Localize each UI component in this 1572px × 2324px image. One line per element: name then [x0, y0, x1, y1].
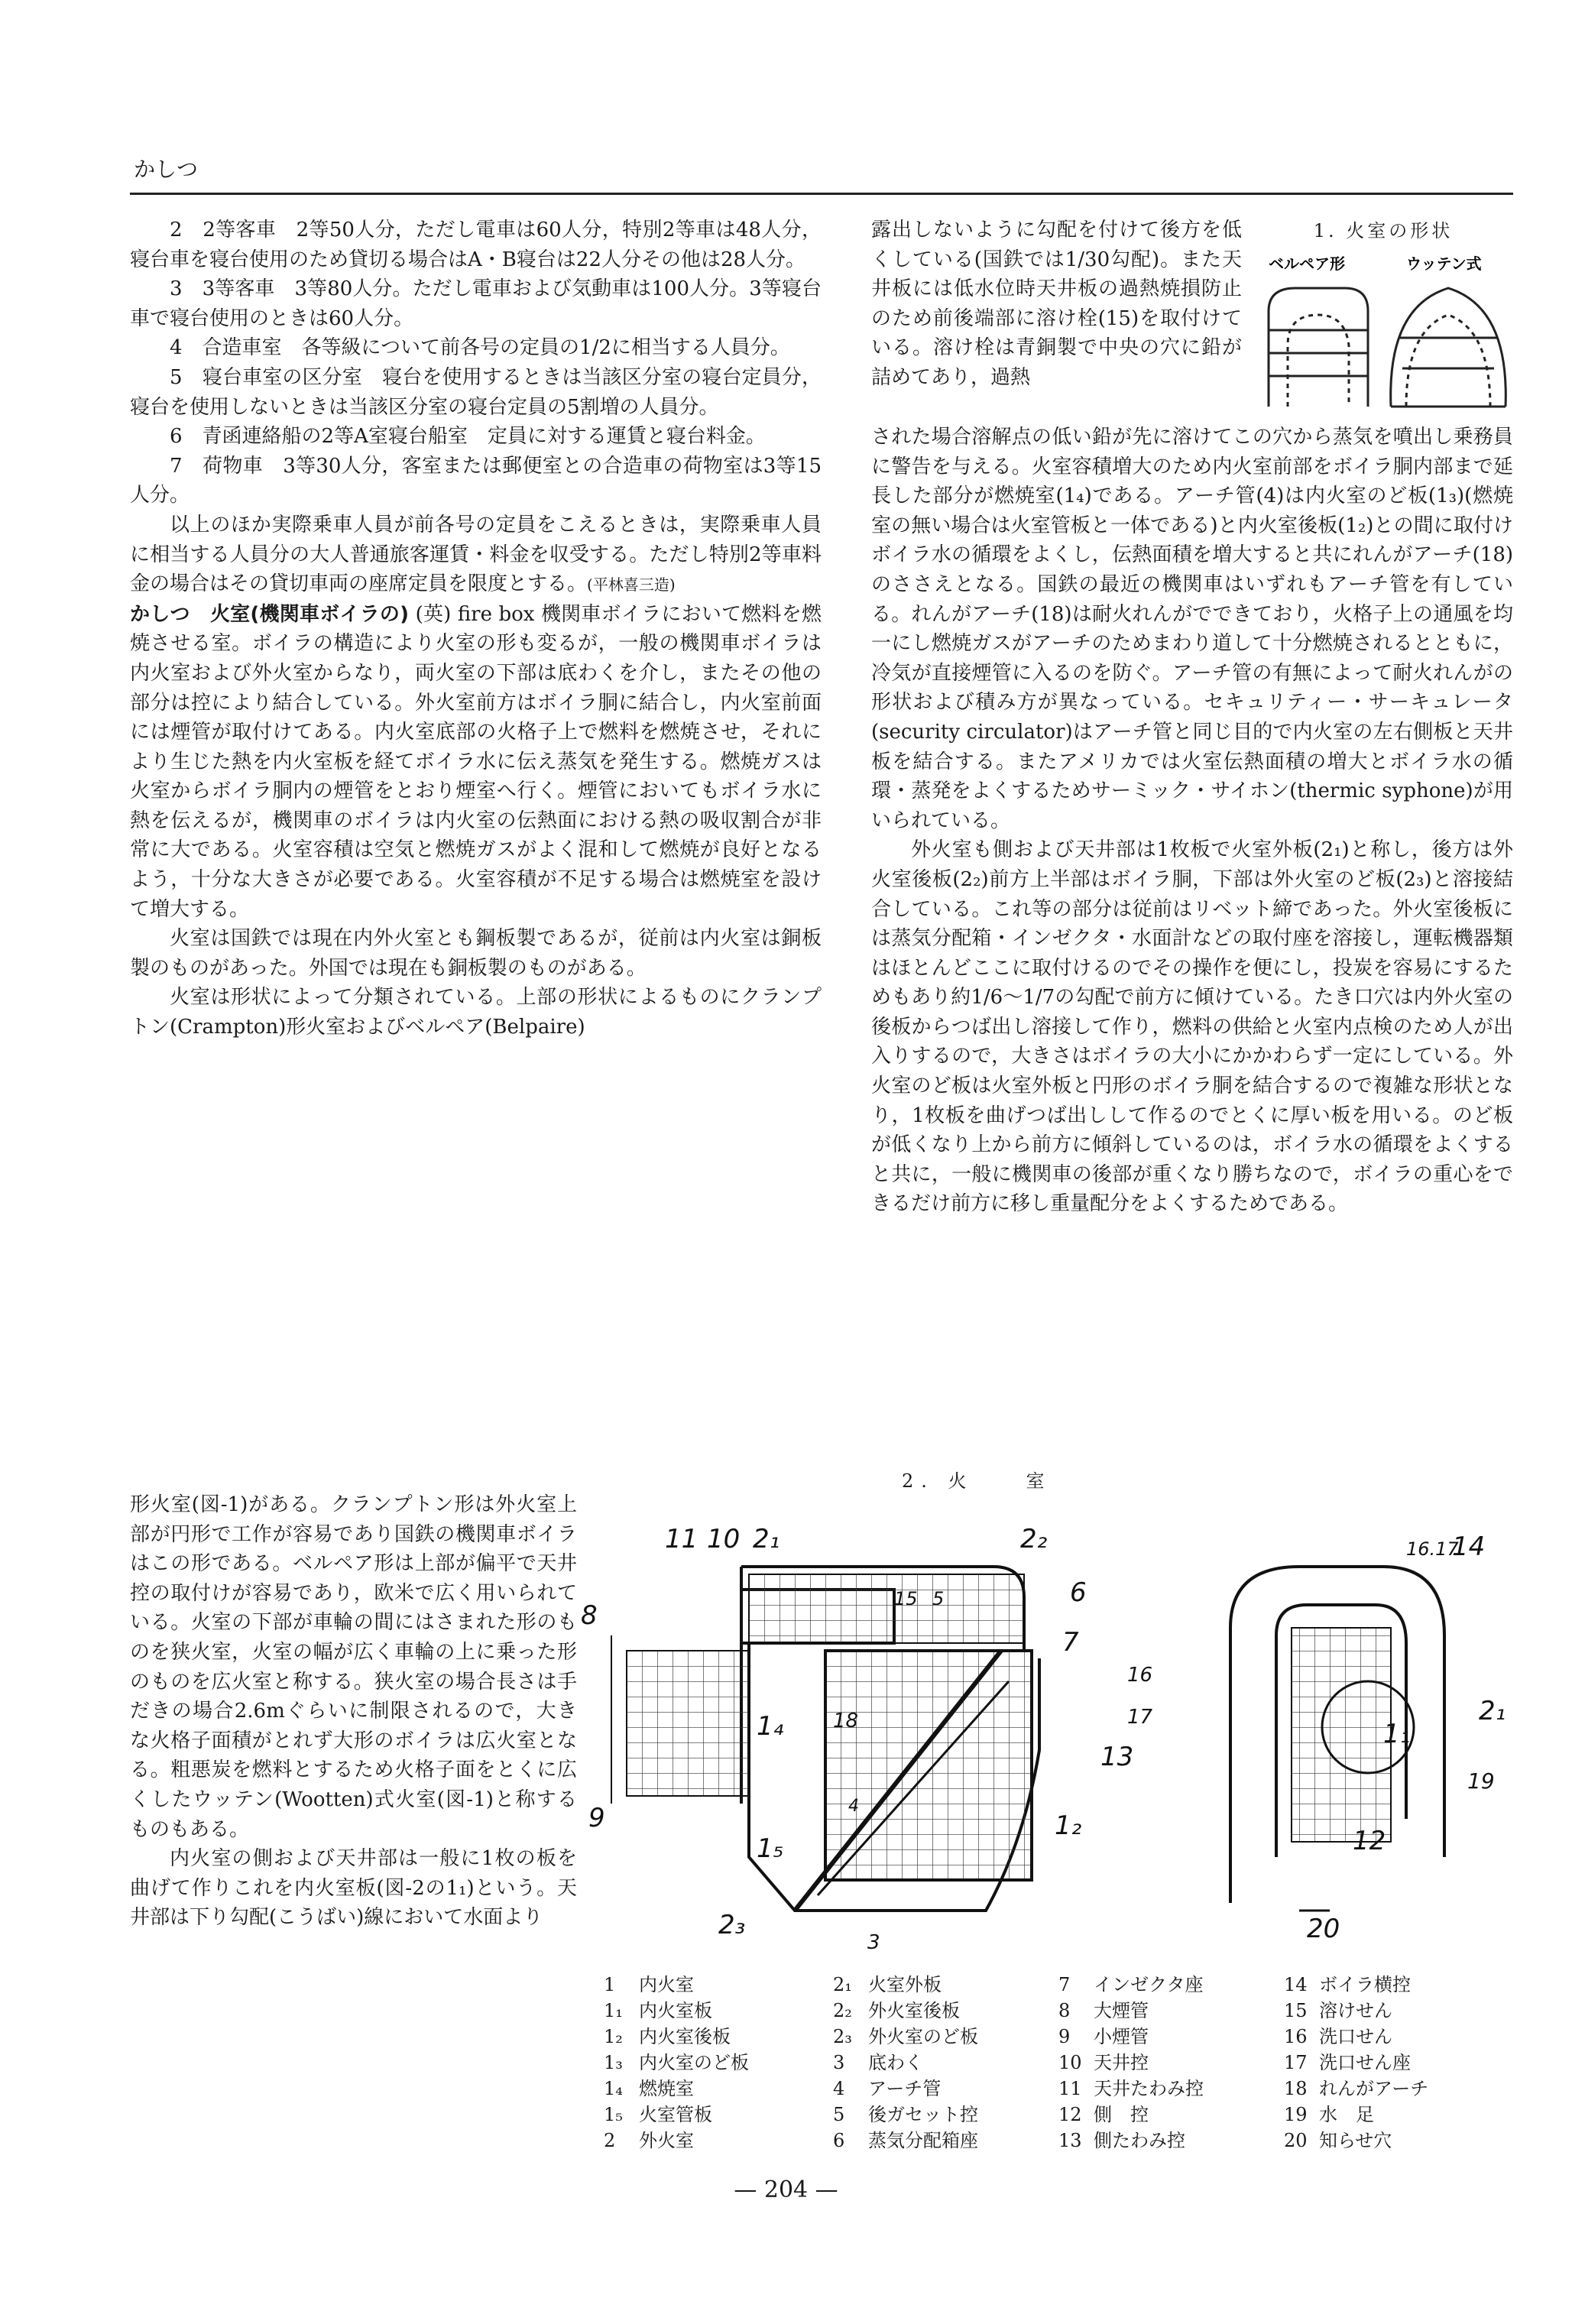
legend-item	[1284, 1972, 1428, 1998]
callout-label: 2₁	[753, 1524, 780, 1554]
callout-label: 12	[1353, 1826, 1386, 1856]
figure-1-label-right: ウッテン式	[1406, 254, 1482, 273]
legend-number: 14	[1284, 1974, 1308, 1995]
legend-item	[833, 2128, 978, 2154]
legend-number: 13	[1058, 2130, 1082, 2151]
legend-number: 2₁	[833, 1974, 852, 1995]
legend-label: 大煙管	[1094, 2000, 1149, 2021]
callout-label: 2₁	[1479, 1696, 1506, 1726]
legend-item	[604, 1998, 749, 2024]
legend-number: 2	[604, 2130, 616, 2151]
legend-number: 1₄	[604, 2078, 623, 2099]
legend-number: 18	[1284, 2078, 1308, 2099]
paragraph: 7 荷物車 3等30人分，客室または郵便室との合造車の荷物室は3等15人分。	[130, 454, 822, 507]
callout-label: 15	[894, 1588, 918, 1609]
legend-item	[604, 1972, 749, 1998]
paragraph: 火室は形状によって分類されている。上部の形状によるものにクランプトン(Crampton)形火室およびベルペア(Belpaire)	[130, 986, 822, 1039]
paragraph: 6 青函連絡船の2等A室寝台船室 定員に対する運賃と寝台料金。	[170, 425, 766, 449]
legend-number: 1₃	[604, 2052, 623, 2073]
legend-number: 8	[1058, 2000, 1071, 2021]
legend-label: 蒸気分配箱座	[868, 2130, 978, 2151]
legend-item	[1058, 2128, 1204, 2154]
callout-label: 10	[707, 1524, 741, 1554]
legend-item	[1058, 2050, 1204, 2076]
legend-item	[833, 2076, 978, 2102]
paragraph: 露出しないように勾配を付けて後方を低くしている(国鉄では1/30勾配)。また天井板には低水位時天井板の過熱焼損防止のため前後端部に溶け栓(15)を取付けている。溶け栓は青銅製で中央の穴に鉛が詰めてあり，過熱	[871, 219, 1242, 389]
callout-label: 6	[1070, 1577, 1087, 1608]
callout-label: 16	[1127, 1664, 1153, 1687]
entry-english: (英) fire box	[415, 602, 535, 626]
callout-label: 14	[1452, 1532, 1486, 1562]
figure-1	[1253, 216, 1513, 422]
entry	[130, 600, 822, 925]
left-column	[130, 216, 822, 1042]
legend-label: 燃焼室	[639, 2078, 694, 2099]
legend-label: アーチ管	[868, 2078, 942, 2099]
callout-label: 4	[848, 1797, 859, 1816]
legend-item	[833, 2050, 978, 2076]
legend-item	[1284, 2024, 1428, 2050]
paragraph: 4 合造車室 各等級について前各号の定員の1/2に相当する人員分。	[170, 336, 790, 360]
legend-item	[604, 2050, 749, 2076]
legend-item	[833, 1998, 978, 2024]
legend-number: 1₂	[604, 2026, 623, 2047]
legend-item	[1058, 1972, 1204, 1998]
legend-item	[1058, 2076, 1204, 2102]
side-section	[611, 1567, 1039, 1911]
legend-number: 5	[833, 2104, 845, 2125]
legend-label: 天井控	[1094, 2052, 1149, 2073]
legend-item	[604, 2128, 749, 2154]
callout-label: 2₃	[718, 1910, 746, 1940]
legend-label: 底わく	[868, 2052, 923, 2073]
legend-label: 天井たわみ控	[1094, 2078, 1204, 2099]
legend-column	[833, 1972, 978, 2154]
paragraph: 外火室も側および天井部は1枚板で火室外板(2₁)と称し，後方は外火室後板(2₂)前方上半部はボイラ胴，下部は外火室のど板(2₃)と溶接結合している。これ等の部分は従前はリベット締であった。外火室後板には蒸気分配箱・インゼクタ・水面計などの取付座を溶接し，運転機器類はほとんどここに取付けるのでその操作を便にし，投炭を容易にするためもあり約1/6～1/7の勾配で前方に傾けている。たき口穴は内外火室の後板からつば出し溶接して作り，燃料の供給と火室内点検のため人が出入りするので，大きさはボイラの大小にかかわらず一定にしている。外火室のど板は火室外板と円形のボイラ胴を結合するので複雑な形状となり，1枚板を曲げつば出しして作るのでとくに厚い板を用いる。のど板が低くなり上から前方に傾斜しているのは，ボイラ水の循環をよくすると共に，一般に機関車の後部が重くなり勝ちなので，ボイラの重心をできるだけ前方に移し重量配分をよくするためである。	[871, 838, 1513, 1216]
legend-label: 火室外板	[868, 1974, 942, 1995]
firebox-cross-section-diagram	[566, 1498, 1513, 1956]
legend-number: 2₂	[833, 2000, 852, 2021]
callout-label: 16.17	[1406, 1538, 1459, 1560]
legend-item	[1284, 2102, 1428, 2128]
legend-item	[1058, 2102, 1204, 2128]
legend-label: 外火室のど板	[868, 2026, 978, 2047]
paragraph: 3 3等客車 3等80人分。ただし電車および気動車は100人分。3等寝台車で寝台使用のときは60人分。	[130, 277, 822, 330]
callout-label: 20	[1307, 1914, 1340, 1944]
legend-number: 11	[1058, 2078, 1082, 2099]
legend-number: 1₅	[604, 2104, 623, 2125]
firebox-shapes-diagram	[1253, 216, 1513, 422]
legend-number: 2₃	[833, 2026, 852, 2047]
legend-item	[604, 2102, 749, 2128]
legend-label: インゼクタ座	[1094, 1974, 1204, 1995]
legend-item	[604, 2024, 749, 2050]
page-number: — 204 —	[734, 2177, 838, 2203]
callout-label: 11	[665, 1524, 698, 1554]
right-column-top	[871, 216, 1242, 393]
legend-label: 側たわみ控	[1094, 2130, 1185, 2151]
callout-label: 1₅	[757, 1833, 784, 1864]
callout-label: 1₄	[757, 1711, 784, 1742]
legend-number: 3	[833, 2052, 845, 2073]
legend-item	[833, 2102, 978, 2128]
legend-number: 16	[1284, 2026, 1308, 2047]
legend-label: 知らせ穴	[1319, 2130, 1392, 2151]
legend-label: 外火室後板	[868, 2000, 960, 2021]
entry-headword: かしつ 火室(機関車ボイラの)	[130, 602, 410, 626]
end-section	[1230, 1567, 1444, 1911]
entry-body: 機関車ボイラにおいて燃料を燃焼させる室。ボイラの構造により火室の形も変るが，一般の機関車ボイラは内火室および外火室からなり，両火室の下部は底わくを介し，またその他の部分は控により結合している。外火室前方はボイラ胴に結合し，内火室前面には煙管が取付けてある。内火室底部の火格子上で燃料を燃焼させ，それにより生じた熱を内火室板を経てボイラ水に伝え蒸気を発生する。燃焼ガスは火室からボイラ胴内の煙管をとおり煙室へ行く。煙管においてもボイラ水に熱を伝えるが，機関車のボイラは内火室の伝熱面における熱の吸収割合が非常に大である。火室容積は空気と燃焼ガスがよく混和して燃焼が良好となるよう，十分な大きさが必要である。火室容積が不足する場合は燃焼室を設けて増大する。	[130, 602, 822, 921]
legend-item	[604, 2076, 749, 2102]
paragraph	[130, 511, 822, 600]
page-header: かしつ	[134, 157, 199, 182]
author-credit: (平林喜三造)	[587, 575, 676, 595]
legend-label: 内火室	[639, 1974, 694, 1995]
callout-label: 1₂	[1055, 1810, 1082, 1841]
legend-label: 溶けせん	[1319, 2000, 1392, 2021]
legend-label: 側 控	[1094, 2104, 1149, 2125]
paragraph: 火室は国鉄では現在内外火室とも鋼板製であるが，従前は内火室は銅板製のものがあった。外国では現在も銅板製のものがある。	[130, 927, 822, 980]
legend-label: 水 足	[1319, 2104, 1374, 2125]
callout-label: 19	[1467, 1768, 1495, 1794]
legend-number: 12	[1058, 2104, 1082, 2125]
legend-item	[833, 1972, 978, 1998]
legend-number: 20	[1284, 2130, 1308, 2151]
legend-item	[1284, 2128, 1428, 2154]
legend-label: 内火室板	[639, 2000, 712, 2021]
callout-label: 5	[932, 1588, 945, 1609]
legend-label: 洗口せん	[1319, 2026, 1392, 2047]
legend-number: 10	[1058, 2052, 1082, 2073]
header-rule	[130, 193, 1513, 195]
legend-number: 6	[833, 2130, 845, 2151]
legend-label: 洗口せん座	[1319, 2052, 1411, 2073]
callout-label: 18	[833, 1710, 859, 1732]
callout-label: 3	[867, 1931, 880, 1954]
legend-label: 後ガセット控	[868, 2104, 978, 2125]
paragraph: 内火室の側および天井部は一般に1枚の板を曲げて作りこれを内火室板(図-2の1₁)という。天井部は下り勾配(こうばい)線において水面より	[130, 1847, 577, 1930]
legend-label: ボイラ横控	[1319, 1974, 1411, 1995]
right-column	[871, 423, 1513, 1219]
legend-column	[604, 1972, 749, 2154]
legend-label: 内火室後板	[639, 2026, 731, 2047]
figure-1-label-left: ベルペア形	[1269, 254, 1345, 273]
legend-item	[1284, 1998, 1428, 2024]
legend-item	[1058, 1998, 1204, 2024]
legend-item	[1058, 2024, 1204, 2050]
legend-label: 火室管板	[639, 2104, 712, 2125]
callout-label: 13	[1100, 1742, 1134, 1772]
callout-label: 8	[581, 1600, 598, 1631]
legend-item	[1284, 2050, 1428, 2076]
paragraph-text: 以上のほか実際乗車人員が前各号の定員をこえるときは，実際乗車人員に相当する人員分の大人普通旅客運賃・料金を収受する。ただし特別2等車料金の場合はその貸切車両の座席定員を限度とする。	[130, 513, 822, 596]
paragraph: 5 寝台車室の区分室 寝台を使用するときは当該区分室の寝台定員分，寝台を使用しないときは当該区分室の寝台定員の5割増の人員分。	[130, 365, 822, 419]
legend-item	[1284, 2076, 1428, 2102]
legend-number: 15	[1284, 2000, 1308, 2021]
legend-label: 外火室	[639, 2130, 694, 2151]
left-narrow-column	[130, 1490, 577, 1933]
legend-number: 17	[1284, 2052, 1308, 2073]
legend-item	[833, 2024, 978, 2050]
legend-number: 1₁	[604, 2000, 623, 2021]
callout-label: 7	[1062, 1627, 1079, 1658]
callout-label: 1₁	[1383, 1719, 1411, 1749]
legend-number: 4	[833, 2078, 845, 2099]
legend-number: 7	[1058, 1974, 1071, 1995]
callout-label: 17	[1127, 1706, 1153, 1729]
paragraph: 2 2等客車 2等50人分，ただし電車は60人分，特別2等車は48人分，寝台車を寝台使用のため貸切る場合はA・B寝台は22人分その他は28人分。	[130, 219, 822, 271]
callout-label: 9	[588, 1803, 605, 1833]
legend-number: 19	[1284, 2104, 1308, 2125]
legend-number: 9	[1058, 2026, 1071, 2047]
wootten-outline	[1391, 288, 1506, 407]
belpaire-outline	[1269, 288, 1368, 407]
legend-column	[1284, 1972, 1428, 2154]
figure-2-title: 2. 火 室	[902, 1470, 1052, 1492]
paragraph: された場合溶解点の低い鉛が先に溶けてこの穴から蒸気を噴出し乗務員に警告を与える。火室容積増大のため内火室前部をボイラ胴内部まで延長した部分が燃焼室(1₄)である。アーチ管(4)は内火室のど板(1₃)(燃焼室の無い場合は火室管板と一体である)と内火室後板(1₂)との間に取付けボイラ水の循環をよくし，伝熱面積を増大すると共にれんがアーチ(18)のささえとなる。国鉄の最近の機関車はいずれもアーチ管を有している。れんがアーチ(18)は耐火れんがでできており，火格子上の通風を均一にし燃焼ガスがアーチのためまわり道して十分燃焼されるとともに，冷気が直接煙管に入るのを防ぐ。アーチ管の有無によって耐火れんがの形状および積み方が異なっている。セキュリティー・サーキュレータ(security circulator)はアーチ管と同じ目的で内火室の左右側板と天井板を結合する。またアメリカでは火室伝熱面積の増大とボイラ水の循環・蒸発をよくするためサーミック・サイホン(thermic syphone)が用いられている。	[871, 426, 1513, 832]
legend-label: 内火室のど板	[639, 2052, 749, 2073]
callout-label: 2₂	[1020, 1524, 1048, 1554]
figure-1-title: 1. 火室の形状	[1313, 220, 1454, 241]
legend-label: れんがアーチ	[1319, 2078, 1429, 2099]
legend-column	[1058, 1972, 1204, 2154]
paragraph: 形火室(図-1)がある。クランプトン形は外火室上部が円形で工作が容易であり国鉄の機関車ボイラはこの形である。ベルペア形は上部が偏平で天井控の取付けが容易であり，欧米で広く用いられている。火室の下部が車輪の間にはさまれた形のものを狭火室，火室の幅が広く車輪の上に乗った形のものを広火室と称する。狭火室の場合長さは手だきの場合2.6mぐらいに制限されるので，大きな火格子面積がとれず大形のボイラは広火室となる。粗悪炭を燃料とするため火格子面をとくに広くしたウッテン(Wootten)式火室(図-1)と称するものもある。	[130, 1493, 577, 1841]
legend-label: 小煙管	[1094, 2026, 1149, 2047]
legend-number: 1	[604, 1974, 616, 1995]
